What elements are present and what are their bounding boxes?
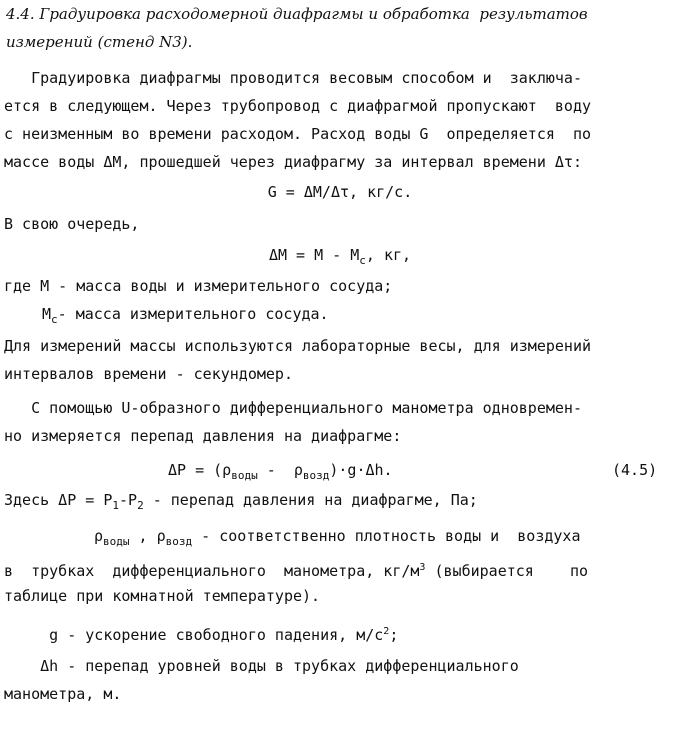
equation-subscript: возд <box>302 469 330 482</box>
gravity-superscript: 2 <box>383 626 390 637</box>
equation-subscript: воды <box>231 469 258 482</box>
equation-tail: , кг, <box>365 246 412 264</box>
gravity-definition-line <box>4 622 398 645</box>
paragraph-line: интервалов времени - секундомер. <box>4 365 293 383</box>
definition-text: - масса измерительного сосуда. <box>57 305 329 323</box>
paragraph-line: В свою очередь, <box>4 215 140 233</box>
paragraph-line: С помощью U-образного дифференциального манометра одновремен- <box>4 399 582 417</box>
explanation-line <box>4 490 478 516</box>
level-difference-line: манометра, м. <box>4 685 122 703</box>
density-text: - соответственно плотность воды и воздуха <box>192 527 581 545</box>
density-cont-post: (выбирается по <box>425 562 589 580</box>
density-symbol: ρ <box>94 527 104 545</box>
paragraph-line: ется в следующем. Через трубопровод с диафрагмой пропускают воду <box>4 97 591 115</box>
density-subscript: возд <box>165 535 193 548</box>
gravity-post: ; <box>389 626 399 644</box>
section-heading-line-1: 4.4. Градуировка расходомерной диафрагмы и обработка результатов <box>6 5 588 23</box>
equation-mid: - ρ <box>257 461 303 479</box>
density-cont-pre: в трубках дифференциального манометра, кг/м <box>4 562 420 580</box>
paragraph-line: но измеряется перепад давления на диафрагме: <box>4 427 402 445</box>
explanation-pre: Здесь ΔP = P <box>4 491 113 509</box>
density-definition-line <box>94 526 580 552</box>
paragraph-line: массе воды ΔM, прошедшей через диафрагму за интервал времени Δτ: <box>4 153 582 171</box>
equation-lhs: ΔP = (ρ <box>168 461 232 479</box>
density-separator: , ρ <box>129 527 166 545</box>
paragraph-line: Для измерений массы используются лабораторные весы, для измерений <box>4 337 591 355</box>
definition-subscript: c <box>51 313 58 326</box>
level-difference-line: Δh - перепад уровней воды в трубках дифференциального <box>4 657 519 675</box>
density-subscript: воды <box>103 535 130 548</box>
equation-mass-difference <box>0 245 680 271</box>
equation-subscript: c <box>359 254 366 267</box>
equation-rhs: )·g·Δh. <box>329 461 393 479</box>
definition-symbol: M <box>42 305 52 323</box>
density-continuation-line: таблице при комнатной температуре). <box>4 587 321 605</box>
equation-pressure-drop <box>168 460 393 486</box>
equation-main: ΔM = M - M <box>268 246 360 264</box>
density-cont-superscript: 3 <box>419 562 426 573</box>
definition-line <box>42 304 329 330</box>
density-continuation-line <box>4 558 588 581</box>
gravity-pre: g - ускорение свободного падения, м/с <box>4 626 384 644</box>
paragraph-line: Градуировка диафрагмы проводится весовым способом и заключа- <box>4 69 582 87</box>
equation-number: (4.5) <box>612 461 658 479</box>
explanation-post: - перепад давления на диафрагме, Па; <box>143 491 478 509</box>
explanation-subscript: 1 <box>112 499 119 512</box>
paragraph-line: с неизменным во времени расходом. Расход воды G определяется по <box>4 125 591 143</box>
section-heading-line-2: измерений (стенд N3). <box>6 33 193 51</box>
explanation-subscript: 2 <box>137 499 144 512</box>
explanation-mid: -P <box>119 491 138 509</box>
equation-flow-rate: G = ΔM/Δτ, кг/с. <box>267 183 413 201</box>
definition-line: где M - масса воды и измерительного сосуда; <box>4 277 393 295</box>
